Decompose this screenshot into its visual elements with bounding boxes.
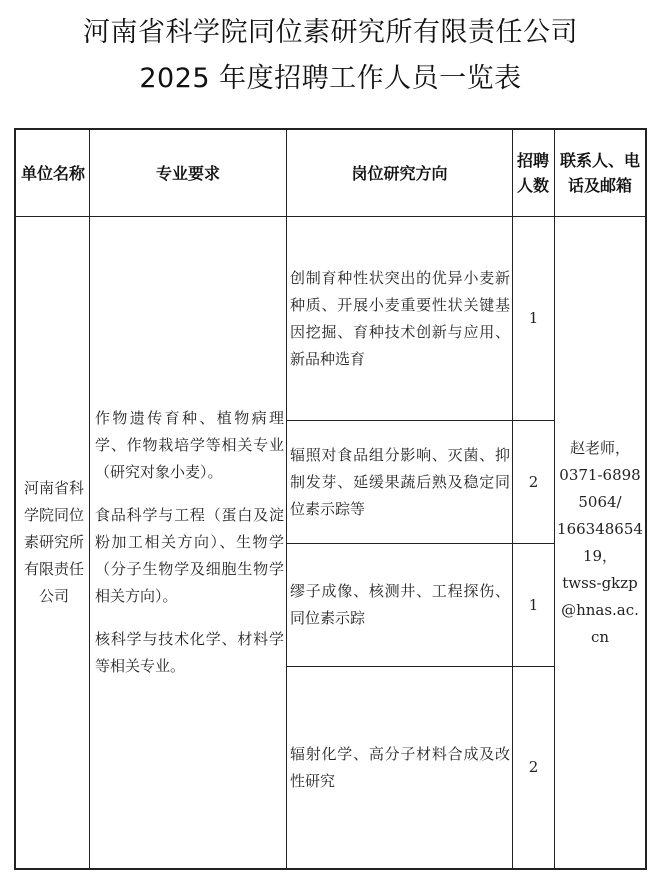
header-research [287,130,512,216]
position-count-1 [513,217,554,420]
position-count-1-value: 1 [528,309,539,327]
document-title: 河南省科学院同位素研究所有限责任公司 [83,17,578,48]
position-direction-1 [290,217,510,420]
position-count-2 [513,421,554,543]
col-divider-1 [89,128,90,870]
header-count [514,130,552,216]
major-requirement-2: 食品科学与工程（蛋白及淀粉加工相关方向）、生物学（分子生物学及细胞生物学相关方向）。 [95,506,284,605]
contact-mobile: 16634865419， [557,519,643,565]
major-requirement-3: 核科学与技术化学、材料学等相关专业。 [95,630,284,675]
position-direction-1-text: 创制育种性状突出的优异小麦新种质、开展小麦重要性状关键基因挖掘、育种技术创新与应用、新品种选育 [290,268,510,368]
recruitment-table [14,128,647,870]
contact-name: 赵老师， [569,438,630,457]
major-requirements-cell [94,217,284,868]
contact-email[interactable]: twss-gkzp@hnas.ac.cn [561,573,639,646]
col-divider-2 [286,128,287,870]
header-research-label: 岗位研究方向 [351,163,448,183]
contact-cell [557,217,643,868]
header-contact [557,130,643,216]
unit-name-cell [22,217,86,868]
header-contact-label: 联系人、电话及邮箱 [559,151,640,195]
position-direction-4 [290,667,510,868]
position-direction-2 [290,421,510,543]
header-unit-label: 单位名称 [20,163,85,183]
table-border-left [14,128,16,870]
header-unit [20,130,86,216]
header-major [90,130,286,216]
contact-phone: 0371-68985064/ [559,465,641,511]
position-count-2-value: 2 [528,472,539,491]
col-divider-4 [554,128,555,870]
unit-name: 河南省科学院同位素研究所有限责任公司 [23,479,84,605]
major-requirement-1: 作物遗传育种、植物病理学、作物栽培学等相关专业（研究对象小麦）。 [95,409,284,481]
position-count-4-value: 2 [528,758,539,776]
position-direction-4-text: 辐射化学、高分子材料合成及改性研究 [290,744,510,790]
position-count-3 [513,544,554,666]
table-border-right [645,128,647,870]
table-border-bottom [14,868,647,870]
header-count-label: 招聘人数 [516,151,549,195]
position-direction-2-text: 辐照对食品组分影响、灭菌、抑制发芽、延缓果蔬后熟及稳定同位素示踪等 [290,445,510,518]
position-count-4 [513,667,554,868]
position-count-3-value: 1 [528,595,539,614]
document-subtitle: 2025 年度招聘工作人员一览表 [139,63,522,94]
position-direction-3 [290,544,510,666]
header-major-label: 专业要求 [155,163,220,183]
position-direction-3-text: 缪子成像、核测井、工程探伤、同位素示踪 [290,582,510,627]
